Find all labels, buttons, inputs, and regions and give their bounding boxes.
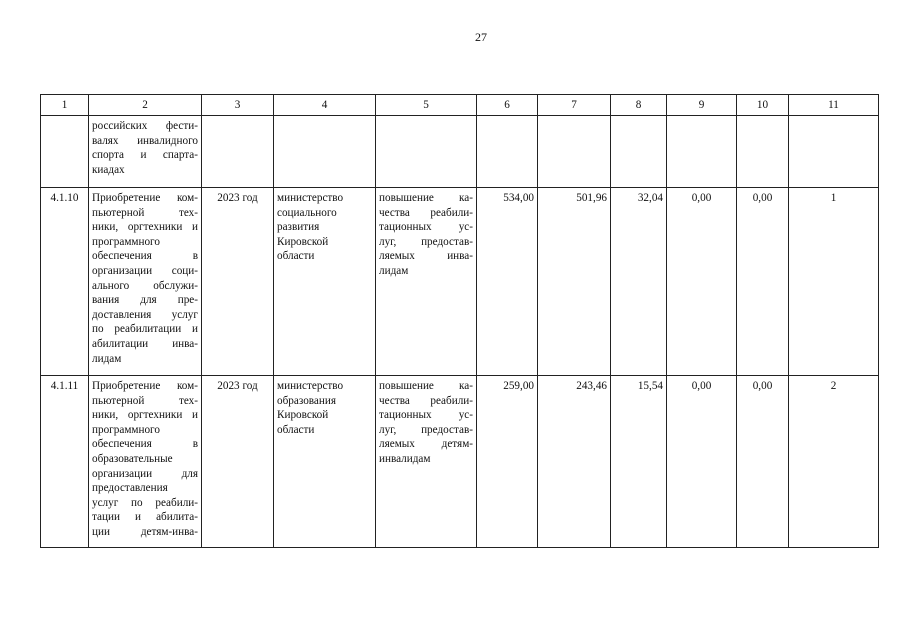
- result-line: повышение ка-: [379, 380, 473, 392]
- org-line: министерство: [277, 192, 344, 204]
- col-header-5: 5: [376, 95, 477, 116]
- col-header-1: 1: [41, 95, 89, 116]
- desc-line: ники, оргтехники и: [92, 409, 198, 422]
- org-line: Кировской: [277, 409, 329, 422]
- result-line: луг, предостав-: [379, 423, 473, 436]
- row-result: [376, 188, 477, 376]
- desc-line: организации соци-: [92, 264, 198, 277]
- org-line: образования: [277, 394, 337, 407]
- desc-line: доставления услуг: [92, 308, 198, 321]
- col-header-2: 2: [89, 95, 202, 116]
- header-row: [41, 95, 879, 116]
- row-number: 4.1.10: [41, 188, 89, 376]
- row-year: [202, 116, 274, 188]
- row-value-6: [477, 116, 538, 188]
- desc-line: ции детям-инва-: [92, 525, 198, 538]
- result-line: луг, предостав-: [379, 235, 473, 248]
- result-line: ляемых инва-: [379, 250, 473, 263]
- desc-line: услуг по реабили-: [92, 496, 198, 509]
- org-line: развития: [277, 221, 320, 234]
- row-value-11: 2: [789, 376, 879, 548]
- row-year: 2023 год: [202, 188, 274, 376]
- row-value-10: [737, 116, 789, 188]
- table-row: [41, 188, 879, 376]
- row-result: [376, 116, 477, 188]
- desc-line: пьютерной тех-: [92, 206, 198, 219]
- result-line: ляемых детям-: [379, 438, 473, 451]
- desc-line: ники, оргтехники и: [92, 221, 198, 234]
- result-line: инвалидам: [379, 452, 431, 465]
- row-value-7: 501,96: [538, 188, 611, 376]
- desc-line: предоставления: [92, 482, 168, 495]
- row-description: [89, 376, 202, 548]
- row-value-9: [667, 116, 737, 188]
- row-organization: [274, 188, 376, 376]
- desc-line: тации и абилита-: [92, 511, 198, 524]
- row-value-10: 0,00: [737, 188, 789, 376]
- row-value-9: 0,00: [667, 376, 737, 548]
- col-header-4: 4: [274, 95, 376, 116]
- desc-line: лидам: [92, 352, 122, 365]
- result-line: тационных ус-: [379, 409, 473, 422]
- row-result: [376, 376, 477, 548]
- row-organization: [274, 376, 376, 548]
- row-year: 2023 год: [202, 376, 274, 548]
- program-table: [40, 94, 879, 548]
- row-number: 4.1.11: [41, 376, 89, 548]
- row-value-8: 32,04: [611, 188, 667, 376]
- page-number: 27: [475, 30, 487, 44]
- org-line: Кировской: [277, 235, 329, 248]
- desc-line: по реабилитации и: [92, 323, 198, 336]
- desc-line: спорта и спарта-: [92, 149, 198, 162]
- row-value-8: [611, 116, 667, 188]
- org-line: области: [277, 250, 315, 263]
- row-value-6: 534,00: [477, 188, 538, 376]
- row-organization: [274, 116, 376, 188]
- desc-line: Приобретение ком-: [92, 380, 198, 392]
- desc-line: образовательные: [92, 452, 173, 465]
- row-value-6: 259,00: [477, 376, 538, 548]
- result-line: повышение ка-: [379, 192, 473, 204]
- desc-line: программного: [92, 235, 160, 248]
- desc-line: обеспечения в: [92, 438, 198, 451]
- row-value-9: 0,00: [667, 188, 737, 376]
- row-value-11: 1: [789, 188, 879, 376]
- desc-line: Приобретение ком-: [92, 192, 198, 204]
- table-row: [41, 376, 879, 548]
- result-line: чества реабили-: [379, 206, 473, 219]
- desc-line: российских фести-: [92, 120, 198, 132]
- col-header-9: 9: [667, 95, 737, 116]
- row-value-8: 15,54: [611, 376, 667, 548]
- row-number: [41, 116, 89, 188]
- result-line: лидам: [379, 264, 409, 277]
- org-line: социального: [277, 206, 337, 219]
- row-description: [89, 188, 202, 376]
- col-header-8: 8: [611, 95, 667, 116]
- row-value-11: [789, 116, 879, 188]
- result-line: чества реабили-: [379, 394, 473, 407]
- desc-line: киадах: [92, 163, 125, 176]
- row-value-7: [538, 116, 611, 188]
- desc-line: валях инвалидного: [92, 134, 198, 147]
- desc-line: организации для: [92, 467, 198, 480]
- org-line: области: [277, 423, 315, 436]
- col-header-6: 6: [477, 95, 538, 116]
- desc-line: пьютерной тех-: [92, 394, 198, 407]
- desc-line: обеспечения в: [92, 250, 198, 263]
- row-description: [89, 116, 202, 188]
- table-row: [41, 116, 879, 188]
- col-header-3: 3: [202, 95, 274, 116]
- desc-line: вания для пре-: [92, 294, 198, 307]
- col-header-10: 10: [737, 95, 789, 116]
- row-value-10: 0,00: [737, 376, 789, 548]
- row-value-7: 243,46: [538, 376, 611, 548]
- desc-line: абилитации инва-: [92, 337, 198, 350]
- desc-line: программного: [92, 423, 160, 436]
- col-header-11: 11: [789, 95, 879, 116]
- result-line: тационных ус-: [379, 221, 473, 234]
- col-header-7: 7: [538, 95, 611, 116]
- org-line: министерство: [277, 380, 344, 392]
- desc-line: ального обслужи-: [92, 279, 198, 292]
